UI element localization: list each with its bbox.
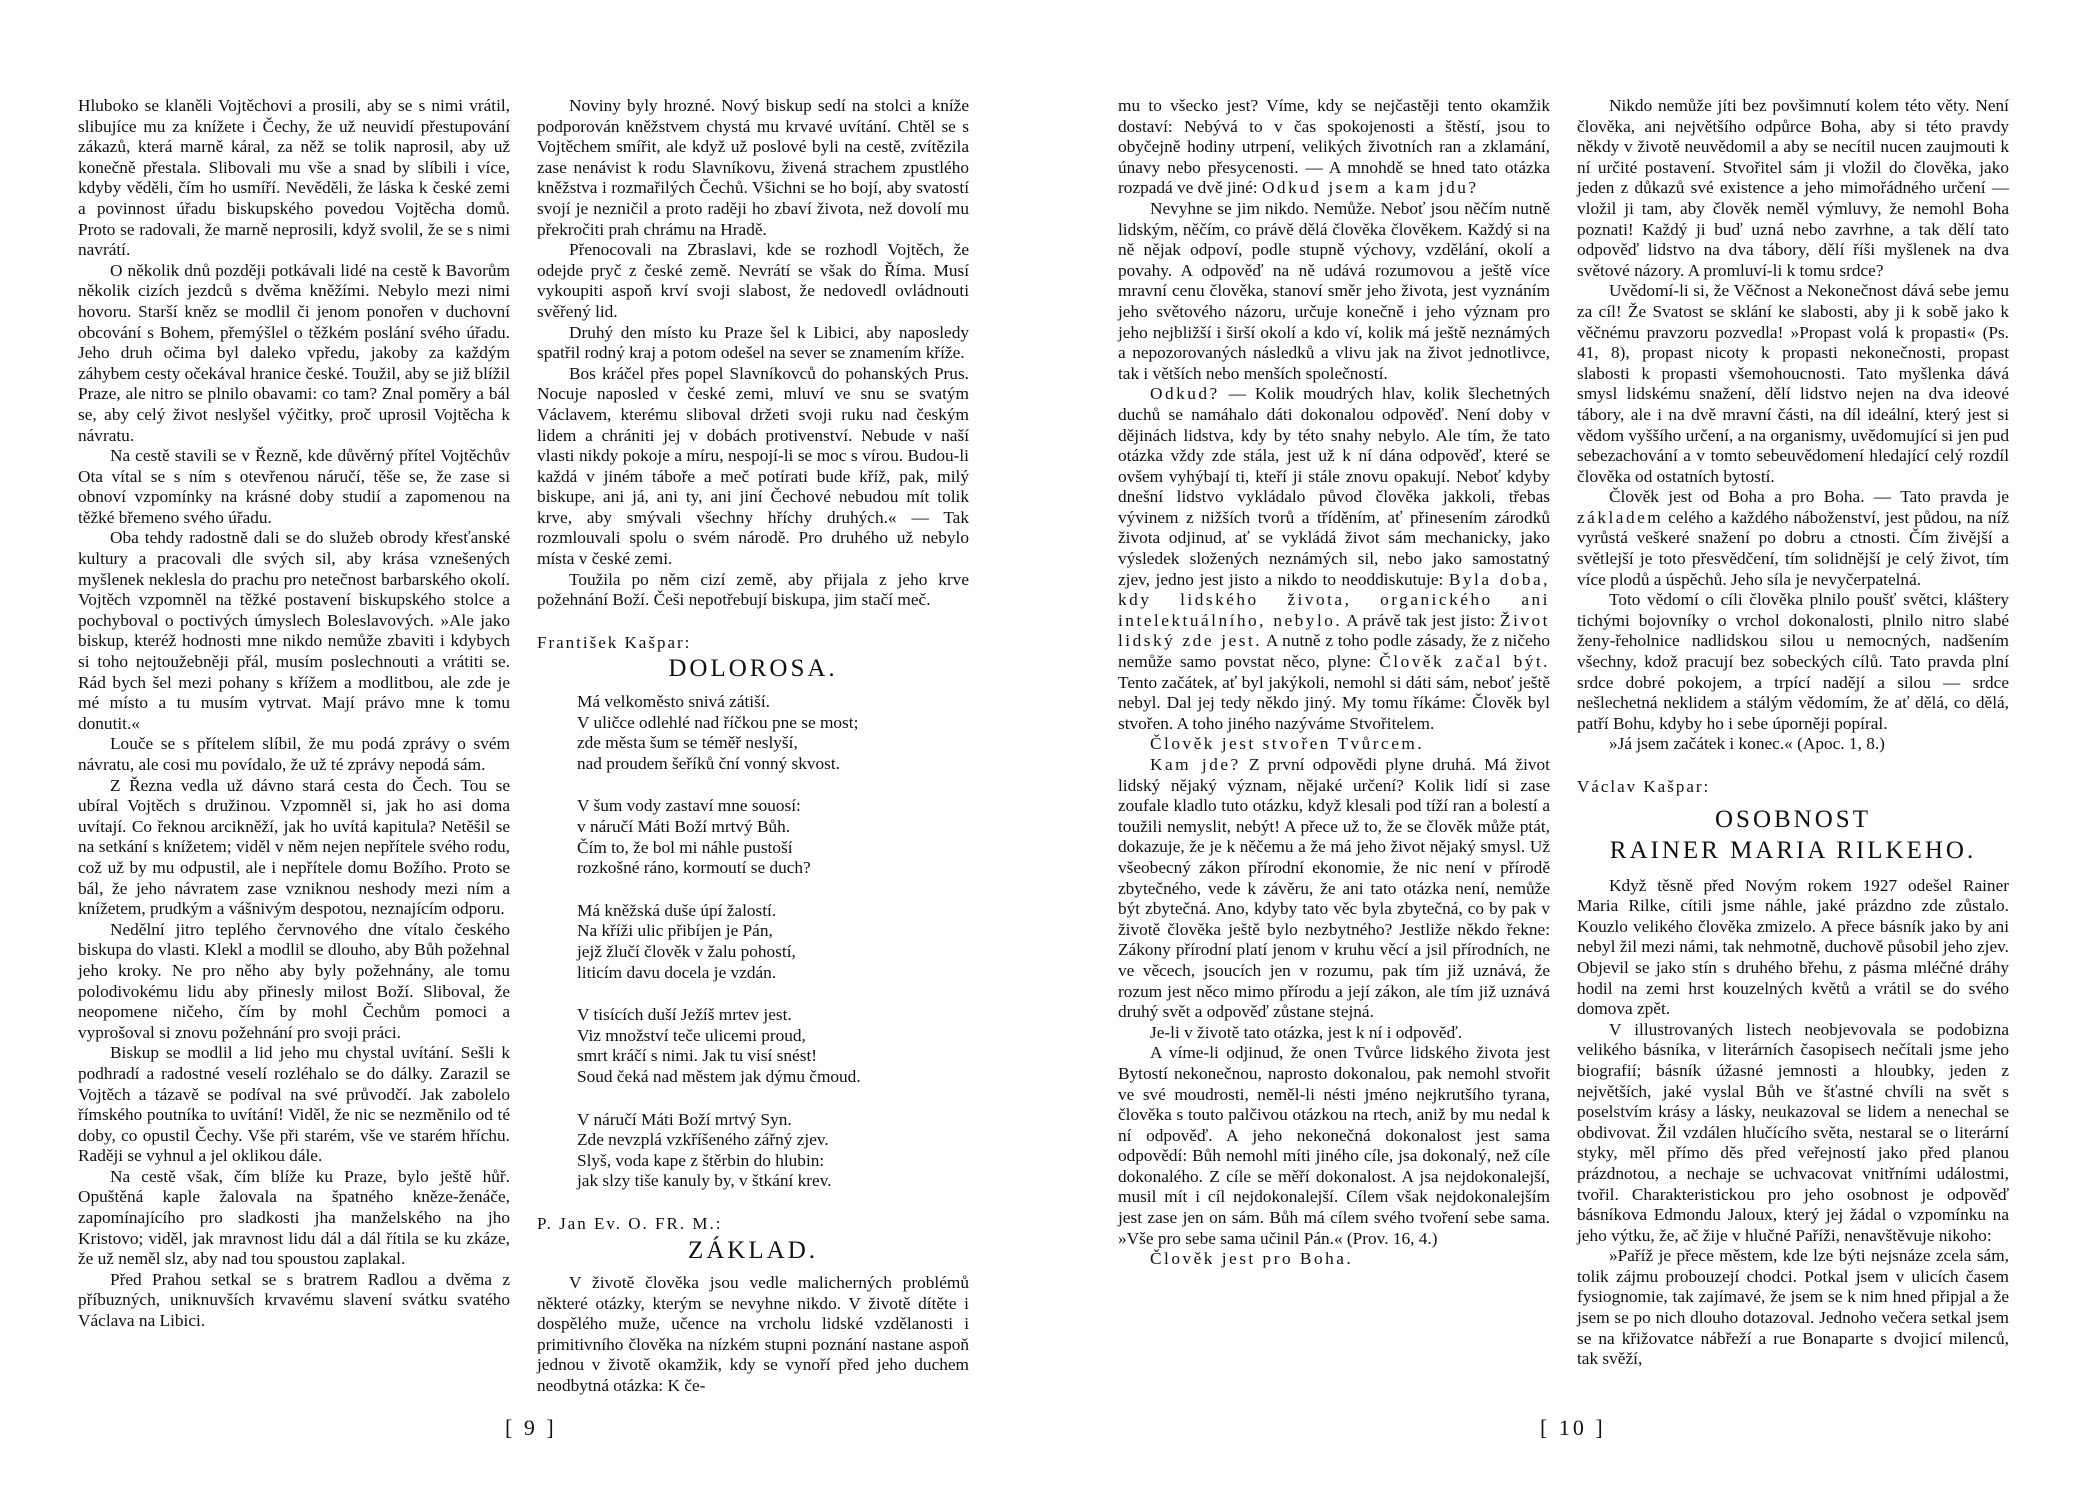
text-run: celého a každého náboženství, jest půdou, na níž vyrůstá veškeré snažení po dobru a ctnosti. Čím živější a světlejší je toto přesvědčení, tím solidnější je celý život, tím více plodů a úspěchů. Jeho síla je nevyčerpatelná. <box>1577 507 2009 589</box>
article-title-line: OSOBNOST <box>1715 805 1871 833</box>
paragraph: Toužila po něm cizí země, aby přijala z jeho krve požehnání Boží. Češi nepotřebují biskupa, jim stačí meč. <box>537 569 969 610</box>
section-heading: Člověk jest pro Boha. <box>1150 1249 1354 1269</box>
paragraph: Louče se s přítelem slíbil, že mu podá zprávy o svém návratu, ale cosi mu povídalo, že už té zprávy nepodá sám. <box>78 734 510 774</box>
poem-line: liticím davu docela je vzdán. <box>577 962 777 982</box>
poem-line: Viz množství teče ulicemi proud, <box>577 1025 806 1045</box>
paragraph: Nikdo nemůže jíti bez povšimnutí kolem této věty. Není člověka, ani největšího odpůrce Boha, aby si této pravdy někdy v životě neuvědomil a aby se necítil nucen zaujmouti k ní určité postavení. Stvořitel sám ji vložil do člověka, jako jeden z důkazů své existence a jeho mimořádného určení — vložil ji tam, aby člověk neměl výmluvy, že nemohl Boha poznati! Každý ji buď uzná nebo zavrhne, a tak dělí tato odpověď lidstvo na dva tábory, dělí říši myšlenek na dva světové názory. A promluví-li k tomu srdce? <box>1577 96 2009 280</box>
poem-line: Má kněžská duše úpí žalostí. <box>577 900 777 920</box>
poem-title: DOLOROSA. <box>668 655 838 683</box>
spaced-text: Kam jde? <box>1150 755 1241 774</box>
paragraph: O několik dnů později potkávali lidé na cestě k Bavorům několik cizích jezdců s dvěma kněžími. Nebylo mezi nimi hovoru. Starší kněz se modlil či jenom ponořen v duchovní obcování s Bohem, přemýšlel o těžkém poslání svého úřadu. Jeho druh očima byl daleko vpředu, jakoby za každým záhybem cesty očekával hranice české. Toužil, aby se již blížil Praze, ale nitro se plnilo obavami: co tam? Znal poměry a bál se, aby celý život neslyšel výčitky, proč uprosil Vojtěcha k návratu. <box>78 260 510 445</box>
page-number: [ 9 ] <box>505 1415 557 1440</box>
poem-line: Soud čeká nad městem jak dýmu čmoud. <box>577 1066 861 1086</box>
paragraph: Přenocovali na Zbraslavi, kde se rozhodl Vojtěch, že odejde pryč z české země. Nevrátí se však do Říma. Musí vykoupiti aspoň krví svoji slabost, že nedovedl ovládnouti svěřený lid. <box>537 240 969 321</box>
paragraph: Noviny byly hrozné. Nový biskup sedí na stolci a kníže podporován kněžstvem chystá mu krvavé uvítání. Chtěl se s Vojtěchem smířit, ale když už poslové byli na cestě, zvítězila zase nenávist k rodu Slavníkovu, živená strachem zpustlého kněžstva i rozmařilých Čechů. Všichni se ho bojí, aby svatostí svojí je nezničil a proto raději ho zbaví života, než dovolí mu překročiti prah chrámu na Hradě. <box>537 96 969 239</box>
text-run: mu to všecko jest? Víme, kdy se nejčastěji tento okamžik dostaví: Nebývá to v čas spokojenosti a štěstí, jsou to obyčejně hodiny utrpení, velikých životních ran a zklamání, únavy nebo přesycenosti. — A mnohdě se hned tato otázka rozpadá ve dvě jiné: <box>1118 96 1550 198</box>
poem-line: nad proudem šeříků ční vonný skvost. <box>577 753 841 773</box>
spaced-text: Člověk začal být. <box>1379 652 1550 672</box>
article-title <box>1577 804 2009 866</box>
poem-line: smrt kráčí s nimi. Jak tu visí snést! <box>577 1046 817 1066</box>
paragraph: Nedělní jitro teplého červnového dne vítalo českého biskupa do vlasti. Klekl a modlil se dlouho, aby Bůh požehnal jeho kroky. Ne pro něho aby byly požehnány, ale tomu polodivokému lidu aby přinesly milost Boží. Sliboval, že neopomene ničeho, čím by mohl Čechům pomoci a vyprošoval si znovu požehnání pro svoji práci. <box>78 919 510 1042</box>
spaced-text: základem <box>1577 507 1664 527</box>
page-number: [ 10 ] <box>1540 1415 1606 1440</box>
poem-stanza <box>577 901 969 983</box>
paragraph: Uvědomí-li si, že Věčnost a Nekonečnost dává sebe jemu za cíl! Že Svatost se sklání ke slabosti, aby ji k sobě jako k věčnému pravzoru pozvedla! »Propast volá k propasti« (Ps. 41, 8), propast nicoty k propasti nekonečnosti, propast slabosti k propasti všemohoucnosti. Tato myšlenka dává smysl lidskému snažení, dělí lidstvo nejen na dva ideové tábory, ale i na dvě mravní části, na díl ideální, který jest si vědom vyššího určení, a na organismy, uvědomující si jen pud sebezachování a v tomto sebeuvědomení hledající celý rozdíl člověka od ostatních bytostí. <box>1577 281 2009 486</box>
poem-line: V náručí Máti Boží mrtvý Syn. <box>577 1109 792 1129</box>
spaced-text: Odkud? <box>1150 384 1220 404</box>
article-author: P. Jan Ev. O. FR. M.: <box>537 1213 723 1233</box>
poem-line: V tisících duší Ježíš mrtev jest. <box>577 1005 792 1025</box>
poem-line: Slyš, voda kape z štěrbin do hlubin: <box>577 1150 825 1170</box>
poem-stanza <box>577 1110 969 1192</box>
paragraph: Oba tehdy radostně dali se do služeb obrody křesťanské kultury a pracovali dle svých sil, aby krása vznešených myšlenek neklesla do prachu pro netečnost barbarského okolí. Vojtěch vzpomněl na těžké postavení biskupského stolce a pochyboval o poctivých úmyslech Boleslavových. »Ale jako biskup, kteréž hodnosti mne nikdo nemůže zbaviti i kdybych si toho nejtoužebněji přál, musím poslechnouti a vrátiti se. Rád bych šel mezi pohany s křížem a modlitbou, ale zde je mé místo a tu musím vytrvat. Mají právo mne k tomu donutit.« <box>78 528 510 733</box>
paragraph: A víme-li odjinud, že onen Tvůrce lidského života jest Bytostí nekonečnou, naprosto dokonalou, pak nemohl stvořit ve své moudrosti, neměl-li nésti jméno nejkrutšího tyrana, člověka s touto palčivou otázkou na rtech, aniž by mu nedal k ní odpověď. A jeho nekonečná dokonalost jest sama odpovědí: Bůh nemohl míti jiného cíle, jsa dokonalý, než cíle dokonalého. Z cíle se měří dokonalost. A jsa nejdokonalejší, musil mít i cíl nejdokonalejší. Cílem však nejdokonalejším jest zase jen on sám. Bůh má cílem svého tvoření sebe sama. »Vše pro sebe sama učinil Pán.« (Prov. 16, 4.) <box>1118 1043 1550 1248</box>
poem-stanza <box>577 692 969 774</box>
paragraph: Před Prahou setkal se s bratrem Radlou a dvěma z příbuzných, uniknuvších krvavému slavení svátku svatého Václava na Libici. <box>78 1269 510 1331</box>
paragraph: Na cestě však, čím blíže ku Praze, bylo ještě hůř. Opuštěná kaple žalovala na špatného kněze-ženáče, zapomínajícího pro sladkosti jha manželského na jho Kristovo; viděl, jak mravnost lidu dál a dál řítila se ku zkáze, že už neměl slz, aby nad tou spoustou zaplakal. <box>78 1166 510 1269</box>
paragraph: Nevyhne se jim nikdo. Nemůže. Neboť jsou něčím nutně lidským, něčím, co právě dělá člověka člověkem. Každý si na ně nějak odpoví, podle stupně výchovy, vzdělání, okolí a povahy. A odpověď na ně udává rozumovou a ještě více mravní cenu člověka, stanoví směr jeho života, jest vyznáním jeho světového názoru, určuje konečně i jeho význam pro jeho nejbližší i širší okolí a kdo ví, kolik má ještě neznámých a nepozorovaných následků a vlivu jak na život jednotlivce, tak i větších nebo menších společností. <box>1118 198 1550 383</box>
poem-line: V uličce odlehlé nad říčkou pne se most; <box>577 712 859 732</box>
paragraph: Druhý den místo ku Praze šel k Libici, aby naposledy spatřil rodný kraj a potom odešel na sever se znamením kříže. <box>537 322 969 363</box>
poem-line: Zde nevzplá vzkříšeného zářný zjev. <box>577 1130 829 1150</box>
paragraph <box>1118 384 1550 734</box>
paragraph: Z Řezna vedla už dávno stará cesta do Čech. Tou se ubíral Vojtěch s družinou. Vzpomněl si, jak ho asi doma uvítají. Co řeknou arcikněží, jak ho uvítá kapitula? Netěšil se na setkání s knížetem; viděl v něm nejen nepřítele svého rodu, což už by mu odpustil, ale i nepřítele domu Božího. Proto se bál, že jeho návratem zase vzniknou neshody mezi ním a knížetem, prudkým a vášnivým despotou, neznajícím odporu. <box>78 775 510 919</box>
paragraph: V životě člověka jsou vedle malicherných problémů některé otázky, kterým se nevyhne nikdo. V životě dítěte i dospělého muže, učence na vrcholu lidské vzdělanosti i primitivního člověka na nízkém stupni poznání nastane aspoň jednou v životě okamžik, kdy se vynoří před jeho duchem neodbytná otázka: K če- <box>537 1273 969 1396</box>
poem-line: jejž žlučí člověk v žalu pohostí, <box>577 941 796 961</box>
left-column-2 <box>537 96 969 1397</box>
text-run: A právě tak jest jisto: <box>1342 610 1501 630</box>
poem-line: Má velkoměsto snivá zátiší. <box>577 692 770 712</box>
right-column-2 <box>1577 96 2009 1370</box>
poem-line: Na kříži ulic přibíjen je Pán, <box>577 921 773 941</box>
right-column-1 <box>1118 96 1550 1270</box>
text-run: Člověk jest od Boha a pro Boha. — Tato pravda je <box>1609 487 2009 507</box>
spaced-text: Život lidský zde jest. <box>1118 610 1550 651</box>
poem-line: rozkošné ráno, kormoutí se duch? <box>577 858 811 878</box>
paragraph: Je-li v životě tato otázka, jest k ní i odpověď. <box>1150 1022 1463 1042</box>
paragraph: Když těsně před Novým rokem 1927 odešel Rainer Maria Rilke, cítili jsme náhle, jaké prázdno zde zůstalo. Kouzlo velikého člověka zmizelo. A přece básník jako by ani nebyl žil mezi námi, tak nehmotně, duchově působil jeho zjev. Objevil se jako stín s druhého břehu, z pásma mléčné dráhy hodil na zemi hrst kouzelných květů a vrátil se do svého domova zpět. <box>1577 875 2009 1019</box>
poem-line: Čím to, že bol mi náhle pustoší <box>577 837 793 857</box>
paragraph: Bos kráčel přes popel Slavníkovců do pohanských Prus. Nocuje naposled v české zemi, mluví ve snu se svatým Václavem, kterému sliboval držeti svoji ruku nad českým lidem a chrániti jej v dobách protivenství. Nebude v naší vlasti nikdy pokoje a míru, nespojí-li se moc s vírou. Budou-li každá v jiném táboře a meč potírati bude kříž, pak, milý biskupe, ani já, ani ty, ani jiní Čechové nebudou mít tolik krve, aby smývali všechny hříchy druhých.« — Tak rozmlouvali spolu o svém národě. Pro druhého už nebylo místa v české zemi. <box>537 363 969 569</box>
right-page <box>1040 0 2080 1500</box>
poem-stanza <box>577 796 969 878</box>
paragraph <box>1577 487 2009 590</box>
text-run: — Kolik moudrých hlav, kolik šlechetných duchů se namáhalo dáti dokonalou odpověď. Není doby v dějinách lidstva, kdy by této snahy nebylo. Ale tím, že tato otázka vždy zde stála, jest už k ní dána odpověď, které se ovšem vyhýbají ti, kteří ji stále znovu opakují. Neboť kdyby dnešní lidstvo vykládalo původ člověka jakkoli, třebas vývinem z nižších tvorů a tříděním, ať přinesením zárodků života odjinud, ať se vykládá život sám mechanicky, jako výsledek složených neznámých sil, nebo jako samostatný zjev, jedno jest jisto a nikdo to neoddiskutuje: <box>1118 384 1550 589</box>
paragraph: V illustrovaných listech neobjevovala se podobizna velikého básníka, v literárních časopisech nečítali jsme jeho biografií; básník úžasné jemnosti a hloubky, jeden z největších, jaké vyslal Bůh ve šťastné chvíli na svět s poselstvím krásy a lásky, neukazoval se lidem a nenechal se obdivovat. Žil vzdálen hlučícího světa, nestaral se o literární styky, měl přímo děs před veřejností jako před planou prázdnotou, a nechaje se uchvacovat vnitřními událostmi, tvořil. Charakteristickou pro jeho osobnost je odpověď básníkova Edmondu Jaloux, který jej žádal o vzpomínku na jeho výtku, že, ač žije v hlučné Paříži, nenavštěvuje nikoho: <box>1577 1019 2009 1245</box>
text-run: A nutně z toho podle zásady, že z ničeho nemůže samo povstat něco, plyne: <box>1118 631 1550 672</box>
poem-line: jak slzy tiše kanuly by, v štkání krev. <box>577 1171 832 1191</box>
text-run: Tento začátek, ať byl jakýkoli, nemohl si dáti sám, neboť ještě nebyl. Dal jej tedy někdo jiný. My tomu říkáme: Člověk byl stvořen. A toho jiného nazýváme Stvořitelem. <box>1118 672 1550 733</box>
section-heading: Člověk jest stvořen Tvůrcem. <box>1150 734 1425 754</box>
poem-author: František Kašpar: <box>537 632 692 652</box>
article-author: Václav Kašpar: <box>1577 777 1711 796</box>
paragraph: Biskup se modlil a lid jeho mu chystal uvítání. Sešli k podhradí a radostné veselí rozléhalo se do dálky. Zarazil se Vojtěch a tázavě se podíval na své průvodčí. Jak zabolelo římského poutníka to uvítání! Viděl, že nic se nezměnilo od té doby, co opustil Čechy. Vše při starém, vše ve starém hříchu. Raději se vyhnul a jel oklikou dále. <box>78 1043 510 1166</box>
quote: »Já jsem začátek i konec.« (Apoc. 1, 8.) <box>1609 734 1885 754</box>
paragraph: Toto vědomí o cíli člověka plnilo poušť světci, kláštery tichými bojovníky o vrchol dokonalosti, plnilo nitro slabé ženy-řeholnice nadlidskou silou u nemocných, nadšením všechny, kdož pracují bez sobeckých cílů. Tato pravda plní srdce dobré pokojem, a trpící nadějí a silou — srdce nešlechetná neklidem a stálým vědomím, že ať dělá, co dělá, patří Bohu, kdyby ho i sebe úporněji popíral. <box>1577 590 2009 733</box>
spaced-text: Odkud jsem a kam jdu? <box>1261 178 1479 198</box>
article-title: ZÁKLAD. <box>687 1236 818 1264</box>
paragraph: Na cestě stavili se v Řezně, kde důvěrný přítel Vojtěchův Ota vítal se s ním s otevřenou náručí, těše se, že zase si obnoví vzpomínky na krásné doby studií a zapomenou na těžké břemeno svého úřadu. <box>78 446 510 527</box>
spaced-text: Byla doba, kdy lidského života, organického ani intelektuálního, nebylo. <box>1118 569 1551 630</box>
paragraph <box>1118 96 1550 199</box>
poem-line: v náručí Máti Boží mrtvý Bůh. <box>577 817 791 836</box>
poem-stanza <box>577 1005 969 1087</box>
poem-line: zde města šum se téměř neslyší, <box>577 733 798 753</box>
article-title-line: RAINER MARIA RILKEHO. <box>1609 836 1977 864</box>
paragraph: Hluboko se klaněli Vojtěchovi a prosili, aby se s nimi vrátil, slibujíce mu za knížete i Čechy, že už neuvidí přestupování zákazů, která marně káral, za něž se tolik naprosil, aby už konečně přestala. Slibovali mu vše a snad by slíbili i více, kdyby věděli, čím ho usmíří. Nevěděli, že láska k české zemi a povinnost úřadu biskupského povedou Vojtěcha domů. Proto se radovali, že marně neprosili, když svolil, že se s nimi navrátí. <box>78 96 510 260</box>
paragraph: »Paříž je přece městem, kde lze býti nejsnáze zcela sám, tolik zájmu probouzejí chodci. Potkal jsem v ulicích časem fysiognomie, tak zajímavé, že jsem se k nim hned připjal a že jsem se po nich dlouho dotazoval. Jednoho večera setkal jsem se na křižovatce nábřeží a rue Bonaparte s dvojicí milenců, tak svěží, <box>1577 1246 2009 1369</box>
left-column-1 <box>78 96 510 1332</box>
text-run: Z první odpovědi plyne druhá. Má život lidský nějaký význam, nějaké určení? Kolik lidí si zase zoufale kladlo tuto otázku, když klesali pod tíží ran a bolestí a toužili nemyslit, nebýt! A přece už to, že se člověk může ptát, dokazuje, že je k něčemu a že má jeho život nějaký smysl. Už všeobecný zákon přírodní ekonomie, že nic není v přírodě zbytečného, vede k závěru, že ani tato otázka není, nemůže být zbytečná. Ano, kdyby tato věc byla zbytečná, co by pak v životě člověka ještě bylo nezbytného? Jestliže někdo řekne: Zákony přírodní platí jenom v kruhu věcí a jsil přírodních, ne ve věcech, jsoucích jen v rozumu, pak tím již uznává, že rozum jest něco mimo přírodu a její zákon, ale tím již uznává druhý svět a odpověď zůstane stejná. <box>1118 755 1550 1022</box>
paragraph <box>1118 755 1550 1023</box>
poem-line: V šum vody zastaví mne souosí: <box>577 796 801 816</box>
